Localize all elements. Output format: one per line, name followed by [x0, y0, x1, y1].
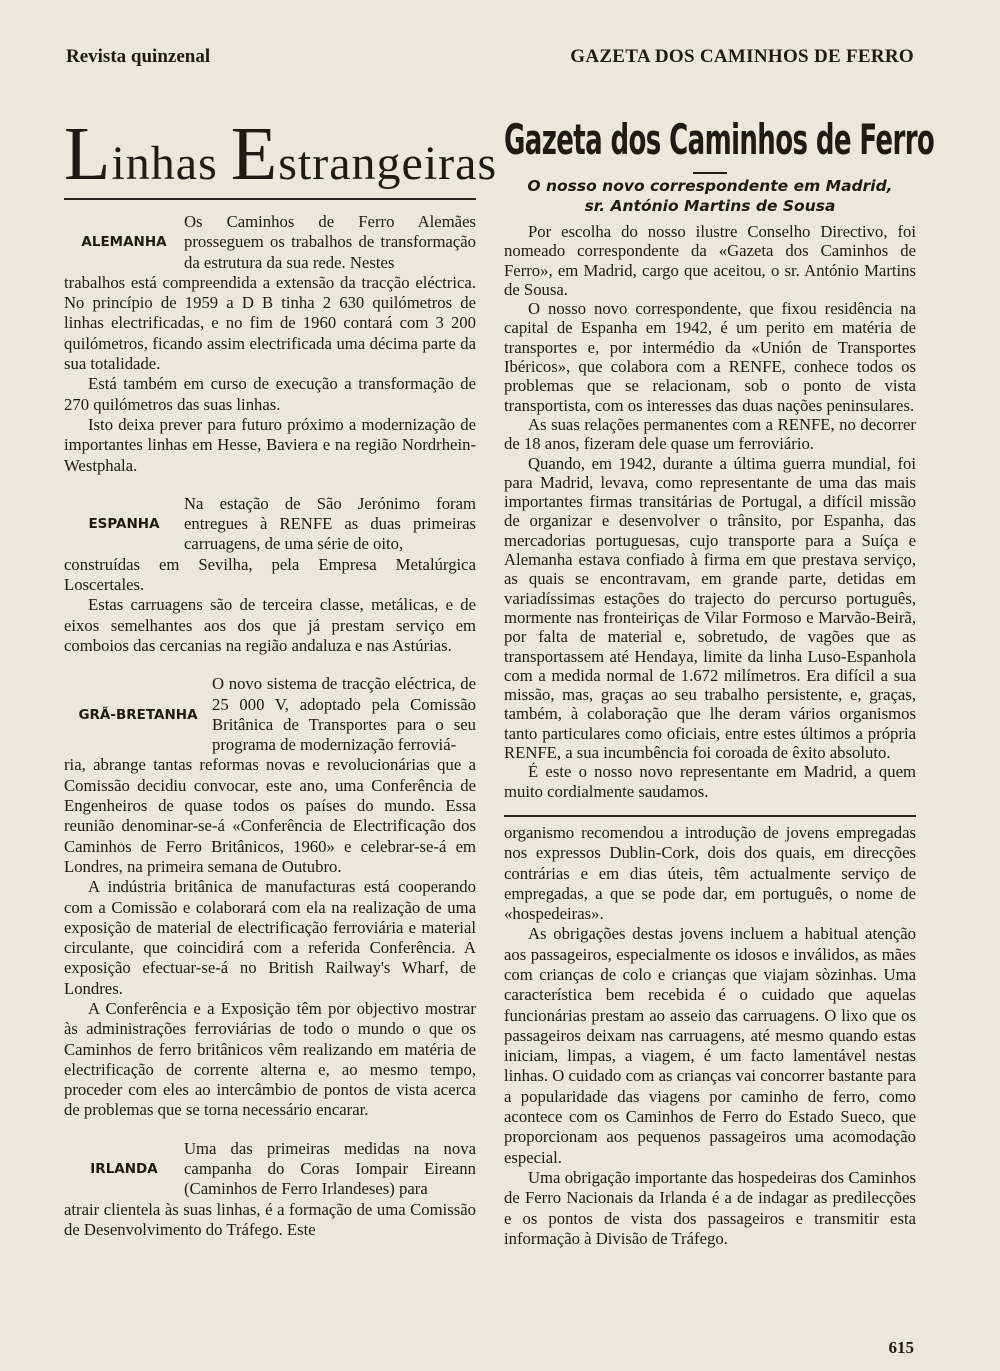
paragraph: As obrigações destas jovens incluem a habitual atenção aos passageiros, especialmente os idosos e inválidos, as mães com crianças de colo e crianças que viajam sòzinhas. Uma característica bem recebida é o cuidado que aquelas funcionárias prestam ao asseio das carruagens. O lixo que os passageiros deixam nas carruagens, até mesmo quando estas iniciam, limpas, a viagem, é um facto lamentável nestas linhas. O cuidado com as crianças vai concorrer bastante para a popularidade das viagens por caminho de ferro, como acontece com os Caminhos de Ferro do Estado Sueco, que proporcionam aos pequenos passageiros uma acomodação especial. [504, 924, 916, 1167]
paragraph: Quando, em 1942, durante a última guerra mundial, foi para Madrid, levava, como representante de uma das mais importantes firmas transitárias de Portugal, a difícil missão de organizar e desenvolver o trânsito, por Espanha, das mercadorias portuguesas, cujo transporte para a Suíça e Alemanha estava confiado à firma em que prestava serviço, as quais se encontravam, em grande parte, detidas em variadíssimas estações do trajecto do percurso português, mormente nas fronteiriças de Vilar Formoso e Marvão-Beirã, por falta de material e, sobretudo, de vagões que as transportassem até Hendaya, limite da linha Luso-Espanhola com a medida normal de 1.672 milímetros. Era difícil a sua missão, mas, graças ao seu trabalho persistente, e, graças, também, à colaboração que lhe deram vários organismos tanto particulares como oficiais, entre estes últimos a própria RENFE, a sua incumbência foi coroada de êxito absoluto. [504, 453, 916, 763]
country-label: IRLANDA [90, 1161, 158, 1178]
page-number: 615 [888, 1338, 914, 1357]
running-header-left: Revista quinzenal [66, 46, 211, 67]
country-lead: Uma das primeiras medidas na nova campanha do Coras Iompair Eireann (Caminhos de Ferro Irlandeses) para [184, 1138, 476, 1199]
title-divider [693, 172, 727, 174]
country-label: ALEMANHA [81, 234, 167, 251]
paragraph: trabalhos está compreendida a extensão da tracção eléctrica. No princípio de 1959 a D B tinha 2 630 quilómetros de linhas electrificadas, e no fim de 1960 contará com 3 200 quilómetros, ficando assim electrificada uma décima parte da sua totalidade. [64, 272, 476, 374]
paragraph: organismo recomendou a introdução de jovens empregadas nos expressos Dublin-Cork, dois dos quais, em direcções contrárias e em dias úteis, têm actualmente serviço de empregadas, a que se pode dar, em português, o nome de «hospedeiras». [504, 822, 916, 924]
running-header-right: GAZETA DOS CAMINHOS DE FERRO [570, 46, 914, 67]
left-column [64, 110, 498, 1240]
paragraph: Está também em curso de execução a transformação de 270 quilómetros das suas linhas. [64, 374, 476, 414]
section-title-linhas-estrangeiras [64, 110, 498, 200]
paragraph: Por escolha do nosso ilustre Conselho Directivo, foi nomeado correspondente da «Gazeta dos Caminhos de Ferro», em Madrid, cargo que aceitou, o sr. António Martins de Sousa. [504, 222, 916, 299]
country-block-irlanda [64, 1139, 476, 1200]
paragraph: ria, abrange tantas reformas novas e revolucionárias que a Comissão decidiu convocar, este ano, uma Conferência de Engenheiros de quase todos os países do mundo. Essa reunião denominar-se-á «Conferência de Electrificação dos Caminhos de Ferro Britânicos, 1960» e celebrar-se-á em Londres, na primeira semana de Outubro. [64, 755, 476, 876]
article-title: Gazeta dos Caminhos de Ferro [504, 115, 935, 164]
paragraph: Estas carruagens são de terceira classe, metálicas, e de eixos semelhantes aos dos que já prestam serviço em comboios das cercanias na região andaluza e nas Astúrias. [64, 595, 476, 655]
correspondent-article-body [504, 222, 916, 801]
country-lead: Na estação de São Jerónimo foram entregues à RENFE as duas primeiras carruagens, de uma série de oito, [184, 493, 476, 554]
article-subtitle-2: sr. António Martins de Sousa [584, 197, 836, 215]
paragraph: Isto deixa prever para futuro próximo a modernização de importantes linhas em Hesse, Baviera e na região Nordrhein-Westphala. [64, 414, 476, 475]
country-lead: Os Caminhos de Ferro Alemães prosseguem os trabalhos de transformação da estrutura da sua rede. Nestes [184, 212, 476, 272]
title-part-b: strangeiras [278, 137, 498, 190]
right-column [504, 110, 935, 1249]
paragraph: É este o nosso novo representante em Madrid, a quem muito cordialmente saudamos. [504, 762, 916, 801]
paragraph: A Conferência e a Exposição têm por objectivo mostrar às administrações ferroviárias de todo o mundo o que os Caminhos de ferro britânicos vêm realizando em matéria de electrificação de corrente alterna e, ao mesmo tempo, proceder com eles ao intercâmbio de pontos de vista acerca de problemas que se torna necessário encarar. [64, 998, 476, 1120]
section-divider [504, 815, 916, 817]
article-subtitle-1: O nosso novo correspondente em Madrid, [527, 177, 893, 195]
country-label: GRÃ-BRETANHA [78, 706, 198, 723]
foreign-lines-body [64, 212, 476, 1240]
country-block-gra-bretanha [64, 674, 476, 755]
paragraph: As suas relações permanentes com a RENFE, no decorrer de 18 anos, fizeram dele quase um ferroviário. [504, 414, 916, 454]
continuation-body [504, 823, 916, 1249]
paragraph: O nosso novo correspondente, que fixou residência na capital de Espanha em 1942, é um perito em matéria de transportes e, por intermédio da «Unión de Transportes Ibéricos», que colabora com a RENFE, conhece todos os problemas que se relacionam, sob o ponto de vista transportista, com os interesses das duas nações peninsulares. [504, 299, 916, 415]
paragraph: A indústria britânica de manufacturas está cooperando com a Comissão e colaborará com ela na realização de uma exposição de material de electrificação ferroviária e material circulante, que coincidirá com a referida Conferência. A exposição efectuar-se-á no British Railway's Wharf, de Londres. [64, 877, 476, 998]
country-lead: O novo sistema de tracção eléctrica, de 25 000 V, adoptado pela Comissão Britânica de Transportes para o seu programa de modernização ferroviá- [212, 674, 476, 755]
title-part-a: inhas [111, 137, 231, 190]
title-initial-e: E [230, 112, 279, 196]
paragraph: construídas em Sevilha, pela Empresa Metalúrgica Loscertales. [64, 554, 476, 595]
country-block-alemanha [64, 212, 476, 273]
country-label: ESPANHA [88, 516, 160, 533]
title-initial-l: L [64, 112, 112, 196]
paragraph: Uma obrigação importante das hospedeiras dos Caminhos de Ferro Nacionais da Irlanda é a de indagar as predilecções e os pontos de vista dos passageiros e transmitir esta informação à Divisão de Tráfego. [504, 1167, 916, 1248]
paragraph: atrair clientela às suas linhas, é a formação de uma Comissão de Desenvolvimento do Tráfego. Este [64, 1199, 476, 1239]
country-block-espanha [64, 494, 476, 555]
